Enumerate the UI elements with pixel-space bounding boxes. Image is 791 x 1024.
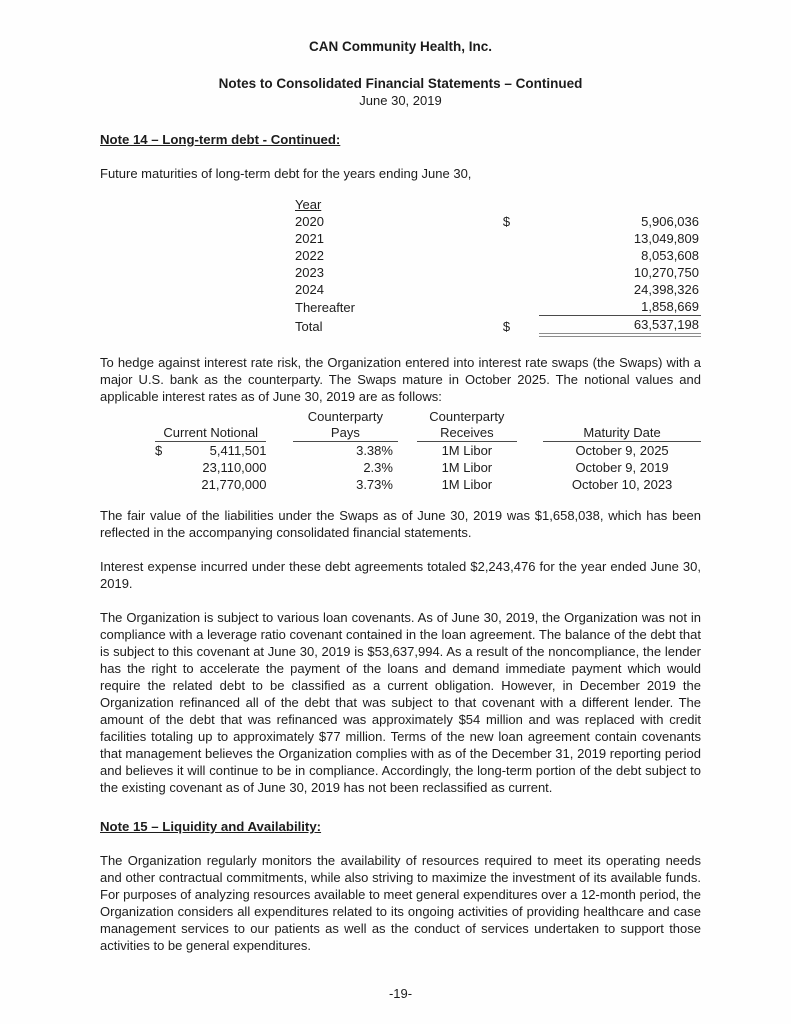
note14-intro: Future maturities of long-term debt for the years ending June 30, xyxy=(100,166,472,181)
maturity-amount: 13,049,809 xyxy=(633,231,699,246)
maturity-row xyxy=(295,230,701,247)
pays-rate: 3.73% xyxy=(356,477,393,492)
maturity-row xyxy=(295,264,701,281)
notional-value: 21,770,000 xyxy=(201,477,267,492)
maturity-amount: 24,398,326 xyxy=(633,282,699,297)
note15-paragraph: The Organization regularly monitors the availability of resources required to meet its operating needs and other contractual commitments, while also striving to maximize the investment of its available funds. For purposes of analyzing resources available to meet general expenditures over a 12-month period, the Organization considers all expenditures related to its ongoing activities of providing healthcare and case management services to our patients as well as the conduct of services undertaken to support those activities to be general expenditures. xyxy=(100,853,701,953)
receives-rate: 1M Libor xyxy=(441,443,493,458)
counterparty-receives-header: Counterparty Receives xyxy=(417,409,517,442)
maturity-amount: 1,858,669 xyxy=(539,298,701,316)
maturity-amount: 5,906,036 xyxy=(641,214,699,229)
currency-symbol: $ xyxy=(155,443,163,458)
swap-row xyxy=(155,459,701,476)
maturity-row xyxy=(295,298,701,316)
currency-symbol: $ xyxy=(502,319,511,334)
doc-title: Notes to Consolidated Financial Statements – Continued xyxy=(218,76,583,91)
swaps-intro-paragraph: To hedge against interest rate risk, the Organization entered into interest rate swaps (the Swaps) with a major U.S. bank as the counterparty. The Swaps mature in October 2025. The notional values and applicable interest rates as of June 30, 2019 are as follows: xyxy=(100,355,701,404)
counterparty-pays-header: Counterparty Pays xyxy=(293,409,398,442)
maturity-year: Thereafter xyxy=(295,299,355,315)
maturity-date-header: Maturity Date xyxy=(543,409,701,442)
total-row xyxy=(295,316,701,336)
receives-rate: 1M Libor xyxy=(441,460,493,475)
notional-value: 5,411,501 xyxy=(209,443,267,458)
pays-rate: 2.3% xyxy=(363,460,393,475)
maturity-date: October 9, 2019 xyxy=(575,460,669,475)
doc-date: June 30, 2019 xyxy=(359,93,442,108)
document-header xyxy=(100,38,701,109)
maturity-row xyxy=(295,213,701,230)
year-column-header: Year xyxy=(295,197,322,212)
currency-symbol xyxy=(503,264,539,281)
maturity-year: 2023 xyxy=(295,265,324,280)
total-label: Total xyxy=(295,319,323,334)
maturity-year: 2021 xyxy=(295,231,324,246)
currency-symbol xyxy=(503,298,539,316)
swap-row xyxy=(155,476,701,493)
currency-symbol xyxy=(155,459,174,476)
maturity-amount: 10,270,750 xyxy=(633,265,699,280)
pays-rate: 3.38% xyxy=(356,443,393,458)
swaps-header-row xyxy=(155,409,701,442)
note14-heading: Note 14 – Long-term debt - Continued: xyxy=(100,132,341,147)
org-name: CAN Community Health, Inc. xyxy=(308,39,492,54)
currency-symbol xyxy=(503,281,539,298)
notional-value: 23,110,000 xyxy=(202,460,267,475)
page-number: -19- xyxy=(388,986,413,1001)
maturity-date: October 10, 2023 xyxy=(571,477,673,492)
maturity-amount: 8,053,608 xyxy=(641,248,699,263)
maturities-table xyxy=(295,196,701,337)
currency-symbol xyxy=(503,247,539,264)
maturity-year: 2020 xyxy=(295,214,324,229)
swaps-table xyxy=(155,409,701,493)
maturity-row xyxy=(295,281,701,298)
maturities-header-row xyxy=(295,196,701,213)
note15-heading: Note 15 – Liquidity and Availability: xyxy=(100,819,322,834)
interest-expense-paragraph: Interest expense incurred under these debt agreements totaled $2,243,476 for the year ended June 30, 2019. xyxy=(100,559,701,591)
currency-symbol xyxy=(503,230,539,247)
currency-symbol xyxy=(155,476,174,493)
currency-symbol: $ xyxy=(502,214,511,229)
swap-row xyxy=(155,442,701,460)
total-amount: 63,537,198 xyxy=(539,316,701,336)
maturity-date: October 9, 2025 xyxy=(575,443,669,458)
maturity-row xyxy=(295,247,701,264)
current-notional-header: Current Notional xyxy=(155,409,266,442)
maturity-year: 2022 xyxy=(295,248,324,263)
maturity-year: 2024 xyxy=(295,282,324,297)
fair-value-paragraph: The fair value of the liabilities under the Swaps as of June 30, 2019 was $1,658,038, which has been reflected in the accompanying consolidated financial statements. xyxy=(100,508,701,540)
receives-rate: 1M Libor xyxy=(441,477,493,492)
covenant-paragraph: The Organization is subject to various loan covenants. As of June 30, 2019, the Organization was not in compliance with a leverage ratio covenant contained in the loan agreement. The balance of the debt that is subject to this covenant at June 30, 2019 is $53,637,994. As a result of the noncompliance, the lender has the right to accelerate the payment of the loans and demand immediate payment which would require the related debt to be classified as a current obligation. However, in December 2019 the Organization refinanced all of the debt that was subject to that covenant with a different lender. The amount of the debt that was refinanced was approximately $54 million and was replaced with credit facilities totaling up to approximately $77 million. Terms of the new loan agreement contain covenants that management believes the Organization complies with as of the December 31, 2019 reporting period and believes it will continue to be in compliance. Accordingly, the long-term portion of the debt subject to the existing covenant as of June 30, 2019 has not been reclassified as current. xyxy=(100,610,701,795)
